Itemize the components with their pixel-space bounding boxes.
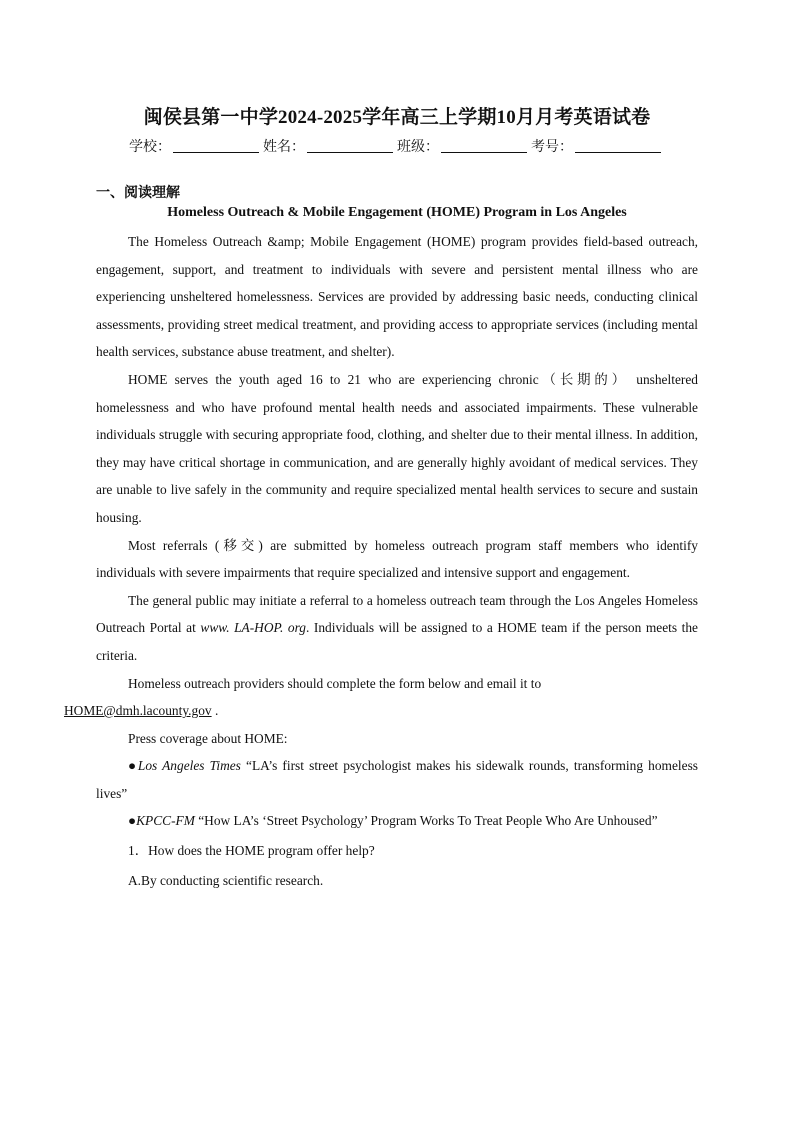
class-blank[interactable] bbox=[441, 138, 527, 153]
passage-title: Homeless Outreach & Mobile Engagement (HOME) Program in Los Angeles bbox=[167, 205, 627, 220]
press-source-1: Los Angeles Times bbox=[137, 758, 241, 774]
name-label: 姓名： bbox=[263, 139, 305, 155]
portal-url[interactable]: www. LA-HOP. org bbox=[200, 620, 306, 636]
student-info-line bbox=[0, 136, 794, 156]
question-1-option-a[interactable]: A.By conducting scientific research. bbox=[128, 872, 324, 888]
question-1: 1．How does the HOME program offer help? bbox=[128, 843, 375, 859]
paragraph-2: HOME serves the youth aged 16 to 21 who are experiencing chronic（长期的） unsheltered homelessness and who have profound mental health needs and associated impairments. These vulnerable individuals struggle with securing appropriate food, clothing, and shelter due to their mental illness. In addition, they may have critical shortage in communication, and are generally highly avoidant of medical services. They are unable to live safely in the community and require specialized mental health services to secure and sustain housing. bbox=[96, 371, 698, 525]
email-link[interactable]: HOME@dmh.lacounty.gov bbox=[64, 703, 212, 719]
school-label: 学校： bbox=[129, 139, 171, 155]
press-source-2: KPCC-FM bbox=[136, 813, 195, 829]
paragraph-6: Press coverage about HOME: bbox=[128, 730, 288, 746]
school-blank[interactable] bbox=[173, 138, 259, 153]
press-headline-2: “How LA’s ‘Street Psychology’ Program Works To Treat People Who Are Unhoused” bbox=[194, 813, 658, 829]
paragraph-4-text-start: The general public may initiate a referral to a homeless outreach team through the Los Angeles Homeless Outreach Portal at bbox=[96, 592, 698, 636]
exam-number-blank[interactable] bbox=[575, 138, 661, 153]
exam-number-label: 考号： bbox=[531, 139, 573, 155]
paragraph-3: Most referrals (移交) are submitted by homeless outreach program staff members who identify individuals with severe impairments that require specialized and intensive support and engagement. bbox=[96, 537, 698, 581]
paragraph-4-text-end: . Individuals will be assigned to a HOME team if the person meets the criteria. bbox=[96, 620, 699, 663]
section-heading: 一、阅读理解 bbox=[96, 185, 180, 201]
bullet-icon: ● bbox=[128, 758, 138, 774]
press-bullet-1 bbox=[96, 752, 698, 807]
exam-title: 闽侯县第一中学2024-2025学年高三上学期10月月考英语试卷 bbox=[143, 107, 651, 128]
passage-body bbox=[64, 228, 699, 894]
paragraph-5-text: Homeless outreach providers should complete the form below and email it to bbox=[128, 675, 542, 691]
name-blank[interactable] bbox=[307, 138, 393, 153]
paragraph-1: The Homeless Outreach &amp; Mobile Engagement (HOME) program provides field-based outreach, engagement, support, and treatment to individuals with severe and persistent mental illness who are experiencing unsheltered homelessness. Services are provided by addressing basic needs, conducting clinical assessments, providing street medical treatment, and providing access to appropriate services (including mental health services, substance abuse treatment, and shelter). bbox=[96, 234, 698, 360]
bullet-icon: ● bbox=[128, 813, 137, 829]
press-headline-1: “LA’s first street psychologist makes his sidewalk rounds, transforming homeless lives” bbox=[96, 758, 698, 801]
class-label: 班级： bbox=[397, 139, 439, 155]
press-bullet-2 bbox=[96, 807, 698, 835]
paragraph-5 bbox=[64, 670, 698, 725]
paragraph-4 bbox=[96, 587, 698, 670]
paragraph-5-end: . bbox=[211, 703, 219, 719]
